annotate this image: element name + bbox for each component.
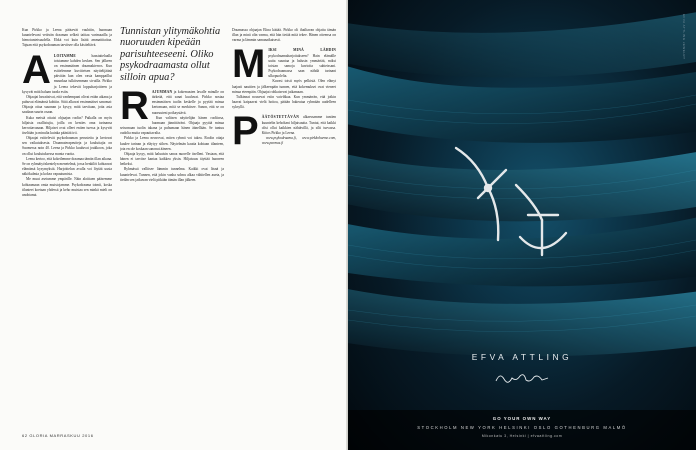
article-paragraph: Ohjaaja kysyy, mitä haluaisin sanoa nuorelle itselleni. Vastaan, että hänen ei tarvitse kantaa kaikkea yksin. Hiljaisuus täyttää huoneen hetkeksi. — [120, 151, 224, 167]
article-paragraph: Me muut asetumme ympärille. Näin aloittaen pääsemme kohtaamaan omia muistojamme. Psykodraama toimii, koska tilanteet koetaan yhdessä ja keho muistaa sen minkä mieli on unohtanut. — [22, 177, 112, 197]
brand-signature-icon — [492, 370, 552, 386]
article-paragraph: Ohjaajat havaitsivat, että vanhempani olivat erään aikana ja puhuvat elämänsä kohtiin. Siitä alkavat ensimmäiset sanomat: Ohjaaja ottaa suunnan ja kysyy, mitä tarvitaan, jotta asia saadaan suurin osaan. — [22, 94, 112, 115]
article-paragraph: haastattelualla toistamme kahden kesken. Sen jälkeen on ensimmäinen draamakierros. Kun esittelemme kuvitteisen näyttelijäänä päivitän kun olen vasta kamppaillut muunkaa tulkitsemman sivuilla. Pirkko ja Leena tekevät loppuharjoitteen ja kysyvät mitä haluan tuoda esiin. — [22, 53, 112, 94]
article-paragraph: Leena kertoo, että kokeilemme draamaa tämän illan aikana. Se on ryhmätyöskentelyn menetelmä, jossa henkilöt kohtaavat elämänsä kysymyksiä. Harjoittelun avulla voi löytää uusia näkökulmia ja kokea vapautumista. — [22, 156, 112, 177]
ad-photo-credit: EFVA ATTLING JEWELRY — [682, 14, 686, 60]
article-column-1 — [22, 28, 112, 420]
drop-cap-m: M — [232, 42, 266, 87]
article-paragraph: Kuka meistä ottaisi ohjaajan roolin? Paikalla on myös hiljaisia osallistujia, joilla on kenties oma tarinansa kerrottavanaan. Hiljaiset ovat olleet eniten tuessa ja kysyvät itseltään ja minulta kuinka päästää irti. — [22, 115, 112, 135]
article-paragraph: Kuvasi toisti myös pelkistä. Olen elänyt laajasti nauttien ja jälkeenpäin tunnen, että kokemukset ovat vieneet minua eteenpäin. Ohjaajat rohkaisevat jatkamaan. — [232, 79, 336, 94]
page-footer: 62 GLORIA MARRASKUU 2016 — [22, 433, 94, 438]
ad-slogan: GO YOUR OWN WAY — [492, 416, 552, 421]
silver-anchor-pendant-icon — [506, 175, 576, 265]
article-paragraph: Ohjaajat esittelevät psykodraaman perusteita ja kertovat sen vaikutuksesta. Draamaterapeutteja ja kouluttajia on Suomessa noin 40. Leena ja Pirkko kuuluvat joukkoon, joka on ollut koulutuksessa monta vuotta. — [22, 136, 112, 156]
article-paragraph: Draamassa ohjaajan Elina kättää. Pirkko oli ihailtavan ohjattu tämän illan ja minä olin varma, että hän tietää mitä tekee. Hänen otteensa on varma ja lämmin samanaikaisesti. — [232, 28, 336, 43]
article-paragraph: Kun valitsen näyttelijän hänen rooliinsa, huomaan jännittäväni. Ohjaaja pyytää minua seisomaan tuolin takana ja puhumaan hänen äänellään. Se tuntuu oudolta mutta vapauttavalta. — [120, 115, 224, 136]
drop-cap-a: A — [22, 47, 51, 92]
article-section-1 — [22, 47, 112, 95]
store-address: Mikonkatu 3, Helsinki | efvaattling.com — [481, 434, 563, 438]
section-lead-word: IKSI MINÄ LÄHDIN — [268, 48, 336, 53]
section-subhead: ÄÄTÖSTETTÄVÄN — [261, 115, 300, 120]
article-intro-paragraph: Kun Pirkko ja Leena pääsevät vauhtiin, huomaan kuuntelevani vetävän draaman selkeä taittaa vartmaailla ja hienotunteisuudella. Ehkä voi kuin lisätä ammattitaitoa. Tajuan että psykodraaman tarvitsee olla käsiteltävä. — [22, 28, 112, 48]
article-paragraph: alkaessamme tuntien kuuntelin keholtani hiljaisuutta. Tuntui, että kaikki olisi ollut kaikkien nähtävillä, ja silti turvassa. Kiitos Pirkko ja Leena. — [261, 115, 336, 135]
article-contact-links: www.psykodraama.fi, www.pirkkoharme.com, www.parmas.fi — [261, 135, 336, 146]
article-paragraph: Tulkinnat nousevat esiin vaivihkaa. Kun ymmärrän, että jotkin haavat kaipaavat vielä hoitoa, päätän hakeutua ryhmään uudelleen syksyllä. — [232, 94, 336, 110]
article-paragraph: Pirkko ja Leena neuvovat, miten ryhmä voi tukea. Roolin ottaja kuulee tarinan ja eläytyy siihen. Näytelmän kautta kohtaan tilanteen, jota en ole koskaan sanonut ääneen. — [120, 136, 224, 151]
article-paragraph: ja kokemusten lavalle minulle on tärkeää, että sanat kuuluvat. Pirkko nostaa ensimmäisen tuolin keskelle ja pyytää minua kertomaan, mitä se merkitsee. Sanon, että se on nuoruuteni poikaystävä. — [151, 90, 224, 115]
article-paragraph: Ryhmässä vallitsee lämmin tunnelma. Kaikki ovat läsnä ja kuuntelevat. Tunnen, että jokin vanha solmu alkaa vähitellen aueta, ja tiedän sen jatkuvan vielä pitkään tämän illan jälkeen. — [120, 167, 224, 182]
article-column-3 — [232, 28, 336, 420]
brand-logo: EFVA ATTLING — [471, 352, 573, 362]
drop-cap-p: P — [232, 109, 259, 154]
section-lead-word: LOITAMME — [53, 53, 76, 58]
article-column-2 — [120, 90, 224, 420]
jewelry-advertisement — [348, 0, 696, 450]
article-paragraph: psykodraamaharjoitukseen? Hain elämälle uutta suuntaa ja halusin ymmärtää, miksi toistan samoja kuvioita suhteissani. Psykodraamassa saan nähdä tarinani ulkopuolelta. — [268, 53, 336, 79]
store-cities: STOCKHOLM NEW YORK HELSINKI OSLO GOTHENBURG MALMÖ — [417, 425, 627, 430]
article-headline: Tunnistan ylitymäkohtia nuoruuden kipeään parisuhteeseeni. Oliko psykodraamasta ollut silloin apua? — [120, 26, 221, 83]
drop-cap-r: R — [120, 90, 149, 128]
section-lead-word: AJUMMAN — [151, 90, 173, 94]
